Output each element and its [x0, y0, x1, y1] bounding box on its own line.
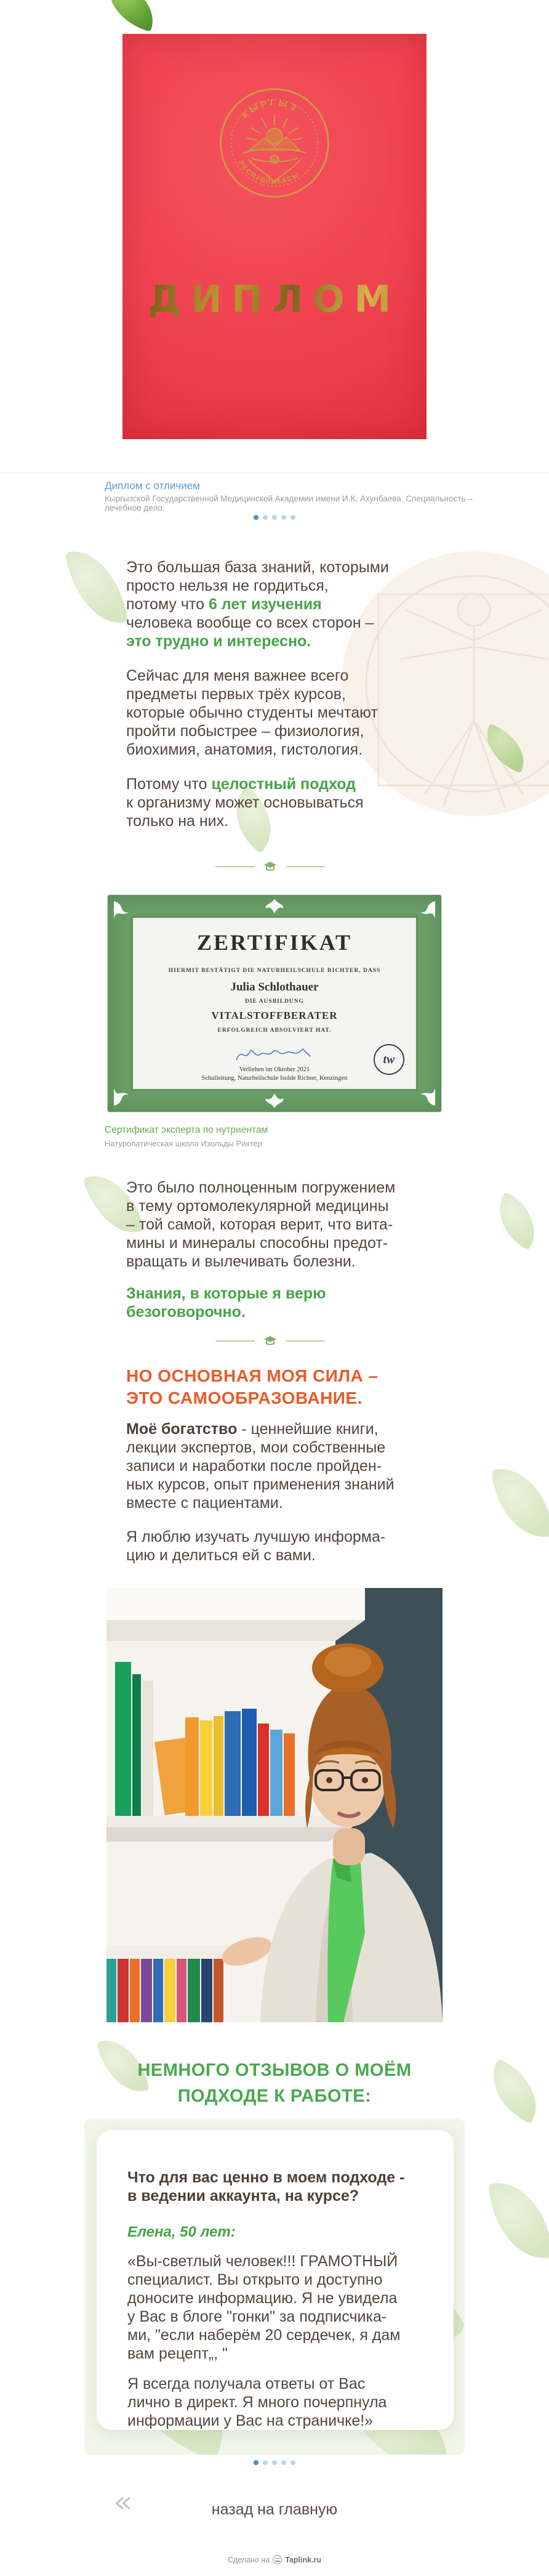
emblem-top-text: КЫРГЫЗ	[240, 98, 300, 121]
carousel-dot-5[interactable]	[291, 2460, 295, 2465]
highlight-bold: Моё богатство	[126, 1420, 238, 1438]
text-line: – той самой, которая верит, что вита-	[126, 1216, 393, 1233]
certificate-program: VITALSTOFFBERATER	[211, 1010, 338, 1021]
graduation-cap-icon	[263, 861, 277, 872]
text-line: Потому что целостный подход	[126, 776, 356, 793]
text-line: к организму может основываться	[126, 794, 364, 811]
text-line: потому что 6 лет изучения	[126, 596, 322, 613]
love-paragraph	[126, 1528, 385, 1565]
leaf-decoration	[65, 543, 128, 631]
highlight-green: 6 лет изучения	[208, 596, 322, 613]
leaf-decoration	[486, 1191, 548, 1250]
diploma-caption-subtitle: Кыргызской Государственной Медицинской Академии имени И.К. Ахунбаева. Специальность – лечебное дело.	[105, 494, 473, 512]
text-line: Это было полноценным погружением	[126, 1179, 396, 1196]
carousel-dot-1[interactable]	[254, 2460, 258, 2465]
ornament-icon	[262, 897, 287, 916]
graduation-cap-icon	[263, 1335, 277, 1347]
text-line: в тему ортомолекулярной медицины	[126, 1197, 389, 1215]
text-line: человека вообще со всех сторон –	[126, 614, 374, 631]
text-line: Моё богатство - ценнейшие книги,	[126, 1420, 379, 1438]
carousel-dot-4[interactable]	[281, 2460, 286, 2465]
certificate-name: Julia Schlothauer	[230, 981, 319, 994]
reviewer-name: Елена, 50 лет:	[127, 2224, 236, 2240]
taplink-logo-icon	[273, 2555, 282, 2564]
text-line: Это большая база знаний, которыми	[126, 559, 389, 576]
ornament-icon	[113, 900, 137, 925]
intro-paragraph-2	[126, 666, 378, 759]
section-divider	[215, 1335, 325, 1347]
diploma-cover-title: ДИПЛОМ	[122, 278, 427, 321]
testimonial-slide[interactable]	[84, 2119, 465, 2455]
wealth-paragraph	[126, 1420, 395, 1512]
carousel-dot-3[interactable]	[272, 2460, 277, 2465]
certificate-training-line: DIE AUSBILDUNG	[244, 998, 305, 1005]
svg-text:КЫРГЫЗ	[241, 98, 300, 121]
text-line: Сейчас для меня важнее всего	[126, 667, 349, 684]
ortho-paragraph	[126, 1178, 395, 1271]
reviews-heading: НЕМНОГО ОТЗЫВОВ О МОЁМ ПОДХОДЕ К РАБОТЕ:	[137, 2060, 412, 2106]
portrait-photo[interactable]	[106, 1588, 443, 2022]
intro-paragraph-1	[126, 558, 389, 650]
section-divider	[215, 861, 325, 872]
certificate-success-line: ERFOLGREICH ABSOLVIERT HAT.	[217, 1027, 332, 1034]
text-line: предметы первых трёх курсов,	[126, 686, 347, 703]
ornament-icon	[113, 1082, 137, 1107]
text-line: только на них.	[126, 812, 229, 830]
certificate-awarded-line: Verliehen im Oktober 2021	[239, 1066, 310, 1073]
carousel-dot-1[interactable]	[254, 515, 258, 520]
highlight-green: целостный подход	[211, 776, 356, 793]
ornament-icon	[262, 1091, 287, 1109]
leaf-decoration	[491, 1463, 549, 1544]
footer	[0, 2555, 549, 2564]
back-to-main-button[interactable]: назад на главную	[211, 2501, 338, 2518]
text-line: цию и делиться ей с вами.	[126, 1547, 316, 1564]
text-line: которые обычно студенты мечтают	[126, 704, 378, 721]
diploma-caption-title: Диплом с отличием	[105, 480, 200, 492]
testimonial-question: Что для вас ценно в моем подходе - в ведении аккаунта, на курсе?	[127, 2169, 405, 2205]
certificate-caption-title: Сертификат эксперта по нутриентам	[105, 1125, 268, 1135]
testimonial-quote-2: Я всегда получала ответы от Вас лично в директ. Я много почерпнула информации у Вас на страничке!»	[127, 2375, 387, 2429]
testimonial-card	[97, 2130, 454, 2430]
footer-made-on-label: Сделано на	[227, 2555, 270, 2564]
certificate-school-line: Schulleitung, Naturheilschule Isolde Richter, Kenzingen	[201, 1075, 348, 1082]
emblem-bottom-text: РЕСПУБЛИКАСЫ	[237, 160, 302, 186]
intro-paragraph-3	[126, 775, 364, 830]
back-chevron-icon[interactable]: «	[113, 2484, 132, 2521]
signature	[234, 1044, 314, 1065]
text-line: просто нельзя не гордиться,	[126, 577, 329, 594]
ortho-green-statement: Знания, в которые я верю безоговорочно.	[126, 1285, 326, 1321]
carousel-dots	[0, 2460, 549, 2465]
svg-text:РЕСПУБЛИКАСЫ	[237, 160, 301, 185]
text-line: записи и наработки после пройден-	[126, 1457, 382, 1475]
diploma-cover-image[interactable]	[122, 34, 427, 439]
testimonial-quote-1: «Вы-светлый человек!!! ГРАМОТНЫЙ специалист. Вы открыто и доступно доносите информацию. Я не увидела у Вас в блоге "гонки" за подписчика- ми, "если наберём 20 сердечек, я дам вам рецепт„, "	[127, 2253, 401, 2362]
certificate-caption-subtitle: Натуропатическая школа Изольды Рихтер	[105, 1139, 262, 1148]
text-line: пройти побыстрее – физиология,	[126, 723, 364, 740]
highlight-green: это трудно и интересно.	[126, 633, 311, 650]
certificate-heading: ZERTIFIKAT	[196, 930, 353, 955]
text-line: вместе с пациентами.	[126, 1494, 283, 1512]
leaf-decoration-top	[100, 0, 162, 32]
section-divider-line	[0, 472, 549, 473]
certificate-stamp: tw	[374, 1044, 404, 1075]
carousel-dot-4[interactable]	[281, 515, 286, 520]
carousel-dot-3[interactable]	[272, 515, 277, 520]
carousel-dot-2[interactable]	[263, 515, 268, 520]
ornament-icon	[412, 900, 436, 925]
text-line: ных курсов, опыт применения знаний	[126, 1476, 395, 1493]
carousel-dots	[0, 515, 549, 520]
text-line: лекции экспертов, мои собственные	[126, 1439, 386, 1456]
text-line: биохимия, анатомия, гистология.	[126, 741, 363, 758]
ornament-icon	[412, 1082, 436, 1107]
kyrgyz-emblem-icon	[216, 84, 333, 201]
carousel-dot-2[interactable]	[263, 2460, 268, 2465]
carousel-dot-5[interactable]	[291, 515, 295, 520]
taplink-link[interactable]: Taplink.ru	[285, 2555, 322, 2564]
text-line: Я люблю изучать лучшую информа-	[126, 1528, 386, 1545]
selfedu-heading: НО ОСНОВНАЯ МОЯ СИЛА – ЭТО САМООБРАЗОВАНИЕ.	[126, 1366, 379, 1407]
text-line: мины и минералы способны предот-	[126, 1234, 388, 1252]
zertifikat-image[interactable]	[108, 895, 441, 1112]
text-line: вращать и вылечивать болезни.	[126, 1253, 356, 1270]
certificate-confirm-line: HIERMIT BESTÄTIGT DIE NATURHEILSCHULE RICHTER, DASS	[168, 968, 381, 974]
leaf-decoration	[488, 2178, 549, 2264]
